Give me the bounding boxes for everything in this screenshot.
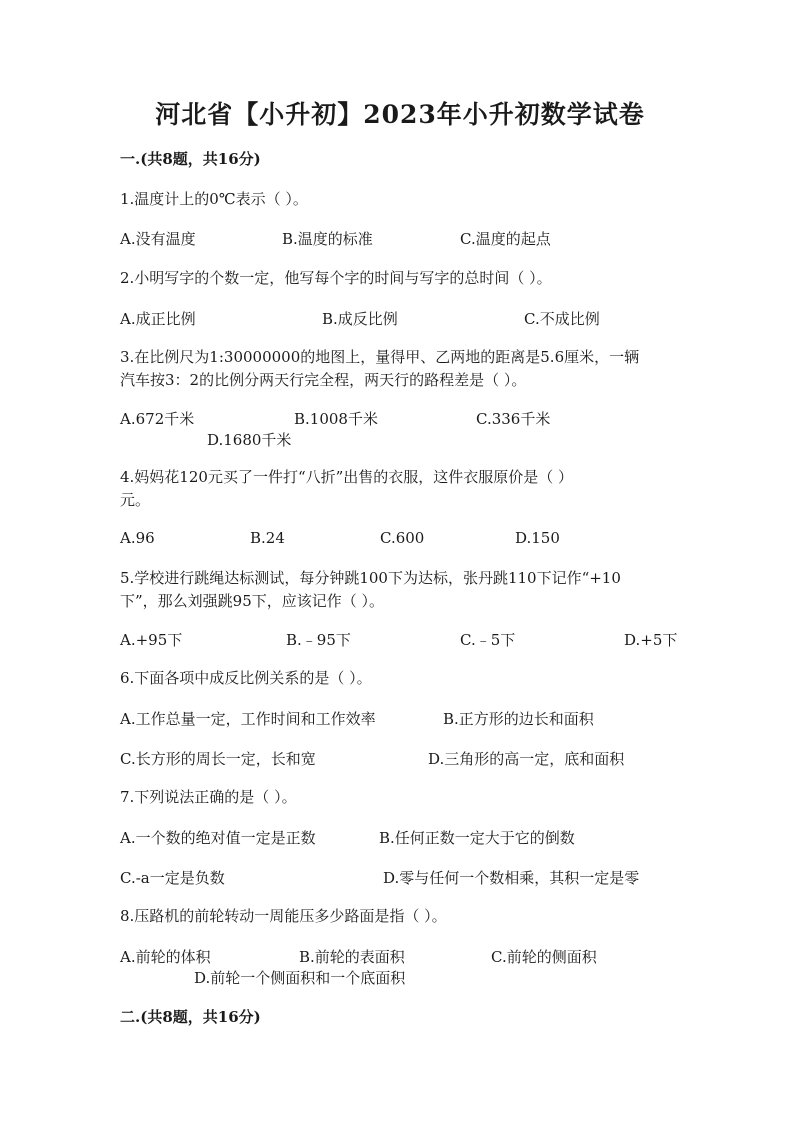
q1-option-a[interactable]: A.没有温度 — [120, 230, 196, 248]
question-8: 8.压路机的前轮转动一周能压多少路面是指（ ）。 — [120, 907, 447, 925]
q5-option-a[interactable]: A.+95下 — [120, 631, 183, 649]
q5-option-c[interactable]: C.﹣5下 — [460, 631, 516, 649]
question-4-line-2: 元。 — [120, 491, 151, 509]
question-3-line-1: 3.在比例尺为1:30000000的地图上，量得甲、乙两地的距离是5.6厘米，一辆 — [120, 348, 640, 366]
q1-option-b[interactable]: B.温度的标准 — [282, 230, 373, 248]
q3-option-d[interactable]: D.1680千米 — [207, 431, 292, 449]
question-4-line-1: 4.妈妈花120元买了一件打“八折”出售的衣服，这件衣服原价是（ ） — [120, 468, 574, 486]
q7-option-c[interactable]: C.-a一定是负数 — [120, 869, 225, 887]
q8-option-c[interactable]: C.前轮的侧面积 — [491, 948, 597, 966]
question-3-line-2: 汽车按3：2的比例分两天行完全程，两天行的路程差是（ ）。 — [120, 371, 527, 389]
question-7: 7.下列说法正确的是（ ）。 — [120, 788, 297, 806]
q6-option-c[interactable]: C.长方形的周长一定，长和宽 — [120, 750, 316, 768]
q6-option-a[interactable]: A.工作总量一定，工作时间和工作效率 — [120, 710, 376, 728]
q5-option-d[interactable]: D.+5下 — [624, 631, 678, 649]
q2-option-c[interactable]: C.不成比例 — [524, 310, 600, 328]
page-title: 河北省【小升初】2023年小升初数学试卷 — [155, 100, 645, 129]
q1-option-c[interactable]: C.温度的起点 — [460, 230, 551, 248]
section-heading-2: 二.(共8题，共16分) — [120, 1008, 261, 1026]
q3-option-c[interactable]: C.336千米 — [476, 410, 551, 428]
q7-option-d[interactable]: D.零与任何一个数相乘，其积一定是零 — [383, 869, 640, 887]
question-6: 6.下面各项中成反比例关系的是（ ）。 — [120, 669, 372, 687]
question-5-line-1: 5.学校进行跳绳达标测试，每分钟跳100下为达标，张丹跳110下记作“+10 — [120, 569, 621, 587]
q3-option-b[interactable]: B.1008千米 — [294, 410, 378, 428]
q7-option-a[interactable]: A.一个数的绝对值一定是正数 — [120, 829, 316, 847]
q4-option-c[interactable]: C.600 — [380, 529, 425, 547]
q8-option-a[interactable]: A.前轮的体积 — [120, 948, 211, 966]
question-5-line-2: 下”，那么刘强跳95下，应该记作（ ）。 — [120, 592, 385, 610]
q7-option-b[interactable]: B.任何正数一定大于它的倒数 — [379, 829, 575, 847]
q4-option-b[interactable]: B.24 — [250, 529, 285, 547]
q5-option-b[interactable]: B.﹣95下 — [286, 631, 351, 649]
q2-option-a[interactable]: A.成正比例 — [120, 310, 196, 328]
q8-option-b[interactable]: B.前轮的表面积 — [299, 948, 405, 966]
q8-option-d[interactable]: D.前轮一个侧面积和一个底面积 — [194, 969, 406, 987]
section-heading-1: 一.(共8题，共16分) — [120, 150, 261, 168]
q6-option-d[interactable]: D.三角形的高一定，底和面积 — [428, 750, 625, 768]
q4-option-a[interactable]: A.96 — [120, 529, 155, 547]
question-1: 1.温度计上的0℃表示（ ）。 — [120, 190, 308, 208]
q6-option-b[interactable]: B.正方形的边长和面积 — [443, 710, 594, 728]
q2-option-b[interactable]: B.成反比例 — [322, 310, 398, 328]
q3-option-a[interactable]: A.672千米 — [120, 410, 195, 428]
q4-option-d[interactable]: D.150 — [515, 529, 560, 547]
question-2: 2.小明写字的个数一定，他写每个字的时间与写字的总时间（ ）。 — [120, 269, 552, 287]
